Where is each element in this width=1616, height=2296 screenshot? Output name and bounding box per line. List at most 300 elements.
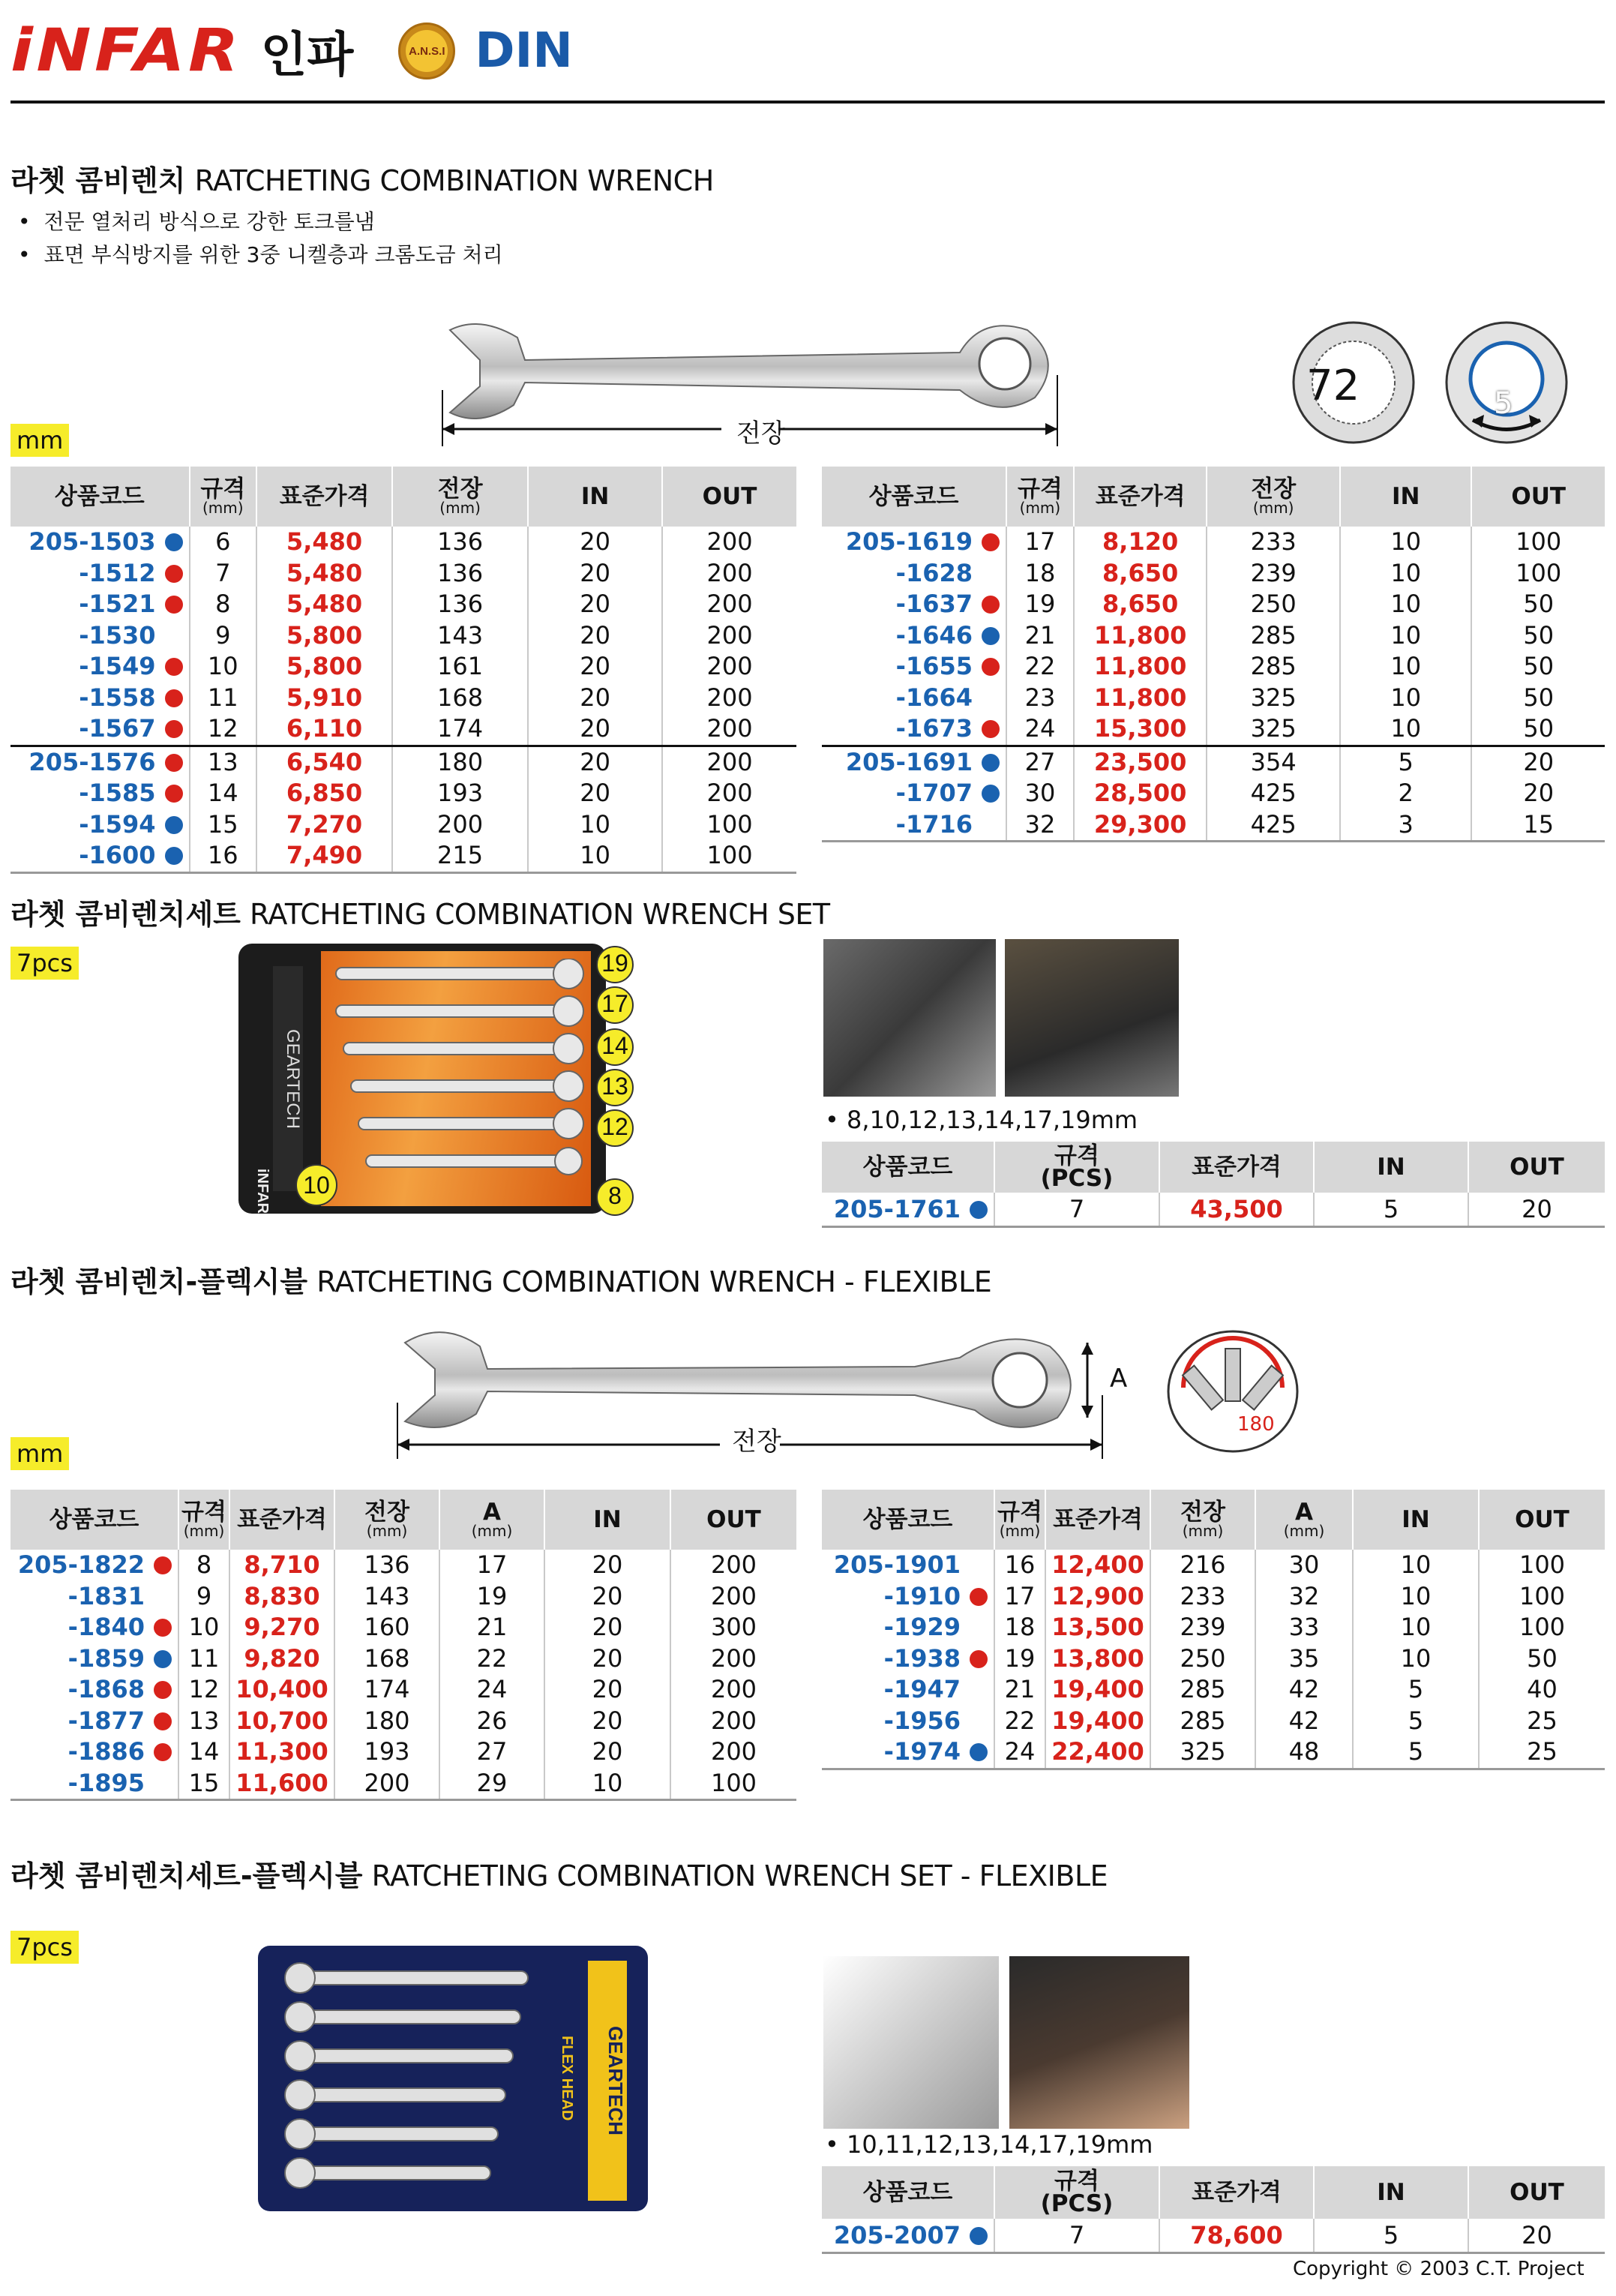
product-code: -1549 [10, 651, 190, 683]
cell-a: 22 [439, 1643, 544, 1675]
section1-title-ko: 라쳇 콤비렌치 [10, 164, 186, 197]
cell-a: 32 [1255, 1581, 1353, 1613]
header-size: 규격 (PCS) [994, 2166, 1159, 2219]
cell-price: 5,910 [256, 683, 392, 714]
sizes-note: • 10,11,12,13,14,17,19mm [825, 2130, 1153, 2159]
cell-price: 9,820 [229, 1643, 334, 1675]
cell-size: 15 [178, 1768, 229, 1800]
section1-title-en: RATCHETING COMBINATION WRENCH [194, 164, 714, 197]
cell-price: 11,600 [229, 1768, 334, 1800]
header-size: 규격 (mm) [994, 1490, 1045, 1550]
cell-in: 2 [1340, 778, 1471, 809]
cell-out: 40 [1479, 1674, 1605, 1706]
cell-price: 8,830 [229, 1581, 334, 1613]
stock-dot-icon [165, 754, 183, 772]
header-price: 표준가격 [1074, 467, 1207, 527]
header-price: 표준가격 [1159, 2166, 1314, 2219]
cell-in: 20 [528, 778, 662, 809]
section4-title [10, 1853, 1108, 1894]
cell-size: 14 [190, 778, 256, 809]
table-row [822, 558, 1605, 590]
length-label: 전장 [732, 1427, 781, 1457]
product-code: 205-2007 [822, 2219, 994, 2253]
flex-set-table [822, 2166, 1605, 2254]
table-row [10, 1768, 796, 1800]
header-out: OUT [1479, 1490, 1605, 1550]
cell-size: 13 [190, 746, 256, 778]
cell-size: 23 [1006, 683, 1074, 714]
cell-length: 425 [1207, 778, 1340, 809]
stock-dot-icon [165, 565, 183, 583]
header-code: 상품코드 [822, 2166, 994, 2219]
cell-price: 10,700 [229, 1706, 334, 1737]
cell-size: 27 [1006, 746, 1074, 778]
section2-title-en: RATCHETING COMBINATION WRENCH SET [250, 898, 830, 931]
cell-size: 12 [178, 1674, 229, 1706]
cell-price: 11,300 [229, 1736, 334, 1768]
stock-dot-icon [165, 658, 183, 676]
cell-price: 22,400 [1045, 1736, 1150, 1769]
section4-title-ko: 라쳇 콤비렌치세트-플렉시블 [10, 1859, 363, 1892]
header-a: A (mm) [439, 1490, 544, 1550]
cell-length: 285 [1207, 651, 1340, 683]
cell-out: 200 [670, 1550, 796, 1581]
cell-out: 100 [1471, 527, 1605, 558]
stock-dot-icon [982, 689, 1000, 707]
cell-a: 21 [439, 1612, 544, 1643]
cell-size: 8 [178, 1550, 229, 1581]
bullet-item: • 표면 부식방지를 위한 3중 니켈층과 크롬도금 처리 [10, 239, 503, 272]
product-code: 205-1576 [10, 746, 190, 778]
stock-dot-icon [982, 565, 1000, 583]
table-row [822, 1193, 1605, 1227]
product-code: -1859 [10, 1643, 178, 1675]
cell-size: 13 [178, 1706, 229, 1737]
set-label: 19 [601, 950, 628, 977]
stock-dot-icon [154, 1650, 172, 1668]
stock-dot-icon [970, 1712, 988, 1730]
cell-length: 239 [1150, 1612, 1255, 1643]
set-label: 10 [295, 1164, 337, 1206]
cell-length: 136 [392, 527, 528, 558]
cell-in: 10 [1340, 589, 1471, 620]
product-code: 205-1619 [822, 527, 1006, 558]
usage-photo-4 [1009, 1956, 1189, 2129]
table-row [822, 2219, 1605, 2253]
product-code: -1646 [822, 620, 1006, 652]
cell-length: 168 [392, 683, 528, 714]
spec-table-left [10, 467, 796, 874]
table-row [10, 1550, 796, 1581]
stock-dot-icon [982, 754, 1000, 772]
cell-in: 20 [528, 527, 662, 558]
header-out: OUT [1471, 467, 1605, 527]
stock-dot-icon [982, 816, 1000, 834]
cell-out: 200 [670, 1674, 796, 1706]
cell-size: 24 [994, 1736, 1045, 1769]
cell-price: 15,300 [1074, 713, 1207, 746]
brand-logo: iNFAR [10, 17, 242, 85]
cell-in: 10 [1353, 1550, 1479, 1581]
stock-dot-icon [154, 1681, 172, 1699]
header-out: OUT [662, 467, 796, 527]
product-code: -1868 [10, 1674, 178, 1706]
header-length: 전장 (mm) [1207, 467, 1340, 527]
cell-a: 30 [1255, 1550, 1353, 1581]
stock-dot-icon [982, 596, 1000, 614]
product-code: -1637 [822, 589, 1006, 620]
cell-in: 10 [1340, 558, 1471, 590]
cell-out: 200 [662, 746, 796, 778]
stock-dot-icon [970, 1201, 988, 1219]
product-code: -1707 [822, 778, 1006, 809]
cell-size: 15 [190, 809, 256, 841]
header-price: 표준가격 [1159, 1142, 1314, 1193]
product-code: 205-1901 [822, 1550, 994, 1581]
cell-out: 25 [1479, 1706, 1605, 1737]
ansi-badge-icon: A.N.S.I [398, 23, 455, 80]
cell-in: 20 [544, 1643, 670, 1675]
table-row [10, 1581, 796, 1613]
table-row [10, 840, 796, 872]
header-length: 전장 (mm) [334, 1490, 439, 1550]
box-brand: GEARTECH [588, 1961, 627, 2201]
header-size: 규격 (PCS) [994, 1142, 1159, 1193]
table-row [822, 1706, 1605, 1737]
cell-in: 10 [1340, 683, 1471, 714]
section4-title-en: RATCHETING COMBINATION WRENCH SET - FLEXIBLE [371, 1859, 1108, 1892]
cell-size: 32 [1006, 809, 1074, 842]
cell-a: 29 [439, 1768, 544, 1800]
table-row [822, 746, 1605, 778]
product-code: 205-1691 [822, 746, 1006, 778]
stock-dot-icon [165, 627, 183, 645]
cell-in: 10 [1353, 1643, 1479, 1675]
table-row [10, 620, 796, 652]
section2-title-ko: 라쳇 콤비렌치세트 [10, 898, 241, 931]
stock-dot-icon [154, 1775, 172, 1793]
header-price: 표준가격 [1045, 1490, 1150, 1550]
cell-size: 22 [1006, 651, 1074, 683]
stock-dot-icon [165, 689, 183, 707]
cell-length: 285 [1150, 1674, 1255, 1706]
stock-dot-icon [165, 847, 183, 865]
table-row [10, 1674, 796, 1706]
header-in: IN [544, 1490, 670, 1550]
stock-dot-icon [154, 1619, 172, 1637]
cell-in: 20 [528, 651, 662, 683]
product-code: -1673 [822, 713, 1006, 746]
cell-length: 136 [392, 558, 528, 590]
cell-price: 12,900 [1045, 1581, 1150, 1613]
table-header-row [822, 467, 1605, 527]
cell-out: 100 [1471, 558, 1605, 590]
cell-length: 143 [334, 1581, 439, 1613]
cell-length: 193 [392, 778, 528, 809]
cell-out: 300 [670, 1612, 796, 1643]
set-label: 13 [601, 1073, 628, 1100]
cell-in: 10 [528, 840, 662, 872]
cell-price: 5,800 [256, 620, 392, 652]
product-code: -1929 [822, 1612, 994, 1643]
cell-out: 200 [670, 1581, 796, 1613]
product-code: -1585 [10, 778, 190, 809]
stock-dot-icon [970, 1619, 988, 1637]
header-length: 전장 (mm) [392, 467, 528, 527]
cell-out: 50 [1471, 620, 1605, 652]
cell-in: 20 [528, 620, 662, 652]
cell-price: 23,500 [1074, 746, 1207, 778]
header-code: 상품코드 [10, 467, 190, 527]
cell-in: 20 [528, 589, 662, 620]
cell-price: 5,480 [256, 558, 392, 590]
cell-in: 20 [544, 1736, 670, 1768]
cell-in: 10 [1340, 620, 1471, 652]
header-code: 상품코드 [822, 1142, 994, 1193]
stock-dot-icon [970, 2227, 988, 2245]
cell-price: 13,800 [1045, 1643, 1150, 1675]
header-in: IN [528, 467, 662, 527]
table-header-row [10, 1490, 796, 1550]
product-code: -1938 [822, 1643, 994, 1675]
cell-in: 20 [544, 1674, 670, 1706]
cell-price: 6,540 [256, 746, 392, 778]
cell-price: 29,300 [1074, 809, 1207, 842]
table-row [10, 558, 796, 590]
table-row [10, 1706, 796, 1737]
stock-dot-icon [154, 1556, 172, 1574]
cell-size: 8 [190, 589, 256, 620]
cell-length: 285 [1207, 620, 1340, 652]
cell-price: 10,400 [229, 1674, 334, 1706]
cell-in: 5 [1353, 1736, 1479, 1769]
product-code: -1886 [10, 1736, 178, 1768]
cell-price: 8,650 [1074, 589, 1207, 620]
cell-in: 5 [1353, 1706, 1479, 1737]
flex-table-left [10, 1490, 796, 1801]
cell-in: 5 [1314, 2219, 1468, 2253]
header-out: OUT [670, 1490, 796, 1550]
cell-out: 200 [662, 683, 796, 714]
product-code: -1664 [822, 683, 1006, 714]
cell-size: 7 [994, 1193, 1159, 1227]
cell-length: 174 [392, 713, 528, 746]
length-label: 전장 [736, 419, 786, 449]
cell-in: 20 [528, 683, 662, 714]
cell-in: 10 [1340, 713, 1471, 746]
cell-a: 24 [439, 1674, 544, 1706]
sizes-note: • 8,10,12,13,14,17,19mm [825, 1106, 1138, 1134]
product-code: -1512 [10, 558, 190, 590]
header-in: IN [1340, 467, 1471, 527]
usage-photo-2 [1005, 939, 1179, 1097]
cell-out: 25 [1479, 1736, 1605, 1769]
section1-title [10, 158, 714, 199]
cell-in: 10 [1353, 1612, 1479, 1643]
cell-length: 233 [1150, 1581, 1255, 1613]
table-row [822, 809, 1605, 842]
stock-dot-icon [970, 1556, 988, 1574]
header-rule [10, 101, 1605, 104]
cell-a: 26 [439, 1706, 544, 1737]
cell-price: 19,400 [1045, 1706, 1150, 1737]
cell-out: 200 [670, 1643, 796, 1675]
cell-size: 6 [190, 527, 256, 558]
header-in: IN [1314, 1142, 1468, 1193]
cell-size: 9 [178, 1581, 229, 1613]
product-code: 205-1761 [822, 1193, 994, 1227]
unit-tag: mm [10, 1437, 69, 1470]
cell-out: 50 [1471, 589, 1605, 620]
cell-size: 7 [994, 2219, 1159, 2253]
cell-price: 78,600 [1159, 2219, 1314, 2253]
table-row [10, 713, 796, 746]
cell-price: 12,400 [1045, 1550, 1150, 1581]
cell-length: 143 [392, 620, 528, 652]
cell-in: 10 [528, 809, 662, 841]
stock-dot-icon [970, 1650, 988, 1668]
usage-photo-1 [823, 939, 996, 1097]
cell-price: 28,500 [1074, 778, 1207, 809]
cell-in: 20 [544, 1706, 670, 1737]
cell-length: 250 [1207, 589, 1340, 620]
cell-price: 8,120 [1074, 527, 1207, 558]
table-row [10, 1612, 796, 1643]
cell-length: 325 [1207, 713, 1340, 746]
cell-in: 20 [528, 746, 662, 778]
cell-price: 43,500 [1159, 1193, 1314, 1227]
section3-title-en: RATCHETING COMBINATION WRENCH - FLEXIBLE [316, 1265, 992, 1298]
product-code: 205-1503 [10, 527, 190, 558]
header-length: 전장 (mm) [1150, 1490, 1255, 1550]
cell-size: 16 [190, 840, 256, 872]
cell-in: 10 [544, 1768, 670, 1800]
table-row [822, 713, 1605, 746]
set-label: 12 [601, 1113, 628, 1140]
set-table [822, 1142, 1605, 1228]
cell-out: 100 [1479, 1581, 1605, 1613]
cell-a: 48 [1255, 1736, 1353, 1769]
cell-price: 8,710 [229, 1550, 334, 1581]
cell-in: 10 [1353, 1581, 1479, 1613]
cell-out: 50 [1479, 1643, 1605, 1675]
cell-size: 18 [1006, 558, 1074, 590]
table-row [822, 651, 1605, 683]
cell-a: 27 [439, 1736, 544, 1768]
cell-length: 250 [1150, 1643, 1255, 1675]
header-price: 표준가격 [229, 1490, 334, 1550]
bullet-item: • 전문 열처리 방식으로 강한 토크를냄 [10, 206, 503, 239]
cell-price: 8,650 [1074, 558, 1207, 590]
table-row [822, 1550, 1605, 1581]
table-row [822, 1736, 1605, 1769]
cell-price: 6,850 [256, 778, 392, 809]
product-code: -1567 [10, 713, 190, 746]
cell-in: 20 [528, 713, 662, 746]
cell-out: 200 [662, 651, 796, 683]
cell-out: 50 [1471, 713, 1605, 746]
cell-length: 285 [1150, 1706, 1255, 1737]
product-code: -1831 [10, 1581, 178, 1613]
header-out: OUT [1468, 2166, 1605, 2219]
swing-angle-icon [1443, 319, 1570, 446]
table-row [822, 589, 1605, 620]
table-row [10, 1736, 796, 1768]
header-code: 상품코드 [822, 1490, 994, 1550]
cell-length: 239 [1207, 558, 1340, 590]
header-code: 상품코드 [822, 467, 1006, 527]
swing-angle-value: 5 [1494, 386, 1513, 421]
cell-out: 20 [1468, 2219, 1605, 2253]
cell-out: 200 [670, 1736, 796, 1768]
table-row [822, 778, 1605, 809]
product-code: -1974 [822, 1736, 994, 1769]
cell-out: 20 [1468, 1193, 1605, 1227]
table-row [10, 1643, 796, 1675]
stock-dot-icon [982, 658, 1000, 676]
header-code: 상품코드 [10, 1490, 178, 1550]
section3-title-ko: 라쳇 콤비렌치-플렉시블 [10, 1265, 308, 1298]
cell-a: 17 [439, 1550, 544, 1581]
flex-angle-value: 180 [1237, 1413, 1275, 1436]
set-label: 14 [601, 1032, 628, 1059]
product-code: -1558 [10, 683, 190, 714]
product-code: -1910 [822, 1581, 994, 1613]
cell-size: 10 [178, 1612, 229, 1643]
stock-dot-icon [154, 1712, 172, 1730]
cell-price: 5,800 [256, 651, 392, 683]
cell-a: 35 [1255, 1643, 1353, 1675]
stock-dot-icon [970, 1588, 988, 1606]
cell-length: 354 [1207, 746, 1340, 778]
din-label: DIN [475, 23, 573, 79]
unit-tag: mm [10, 424, 69, 457]
cell-in: 5 [1340, 746, 1471, 778]
cell-out: 100 [670, 1768, 796, 1800]
brand-header [10, 17, 573, 85]
cell-size: 11 [190, 683, 256, 714]
table-row [10, 683, 796, 714]
product-code: -1716 [822, 809, 1006, 842]
cell-out: 200 [662, 589, 796, 620]
cell-price: 9,270 [229, 1612, 334, 1643]
cell-size: 18 [994, 1612, 1045, 1643]
cell-price: 13,500 [1045, 1612, 1150, 1643]
header-in: IN [1353, 1490, 1479, 1550]
table-row [822, 1581, 1605, 1613]
pcs-tag: 7pcs [10, 947, 79, 980]
table-row [822, 1643, 1605, 1675]
cell-size: 17 [1006, 527, 1074, 558]
flex-table-right [822, 1490, 1605, 1770]
cell-out: 200 [662, 713, 796, 746]
cell-price: 5,480 [256, 589, 392, 620]
cell-out: 200 [662, 558, 796, 590]
table-row [10, 589, 796, 620]
stock-dot-icon [165, 596, 183, 614]
cell-in: 20 [544, 1581, 670, 1613]
brand-korean: 인파 [260, 28, 354, 83]
cell-a: 19 [439, 1581, 544, 1613]
stock-dot-icon [982, 720, 1000, 738]
box-logo: iNFAR [254, 1169, 271, 1214]
flex-angle-icon [1165, 1328, 1300, 1455]
section3-title [10, 1259, 991, 1300]
cell-length: 136 [334, 1550, 439, 1581]
table-row [10, 527, 796, 558]
product-code: -1521 [10, 589, 190, 620]
set-label: 17 [601, 990, 628, 1017]
